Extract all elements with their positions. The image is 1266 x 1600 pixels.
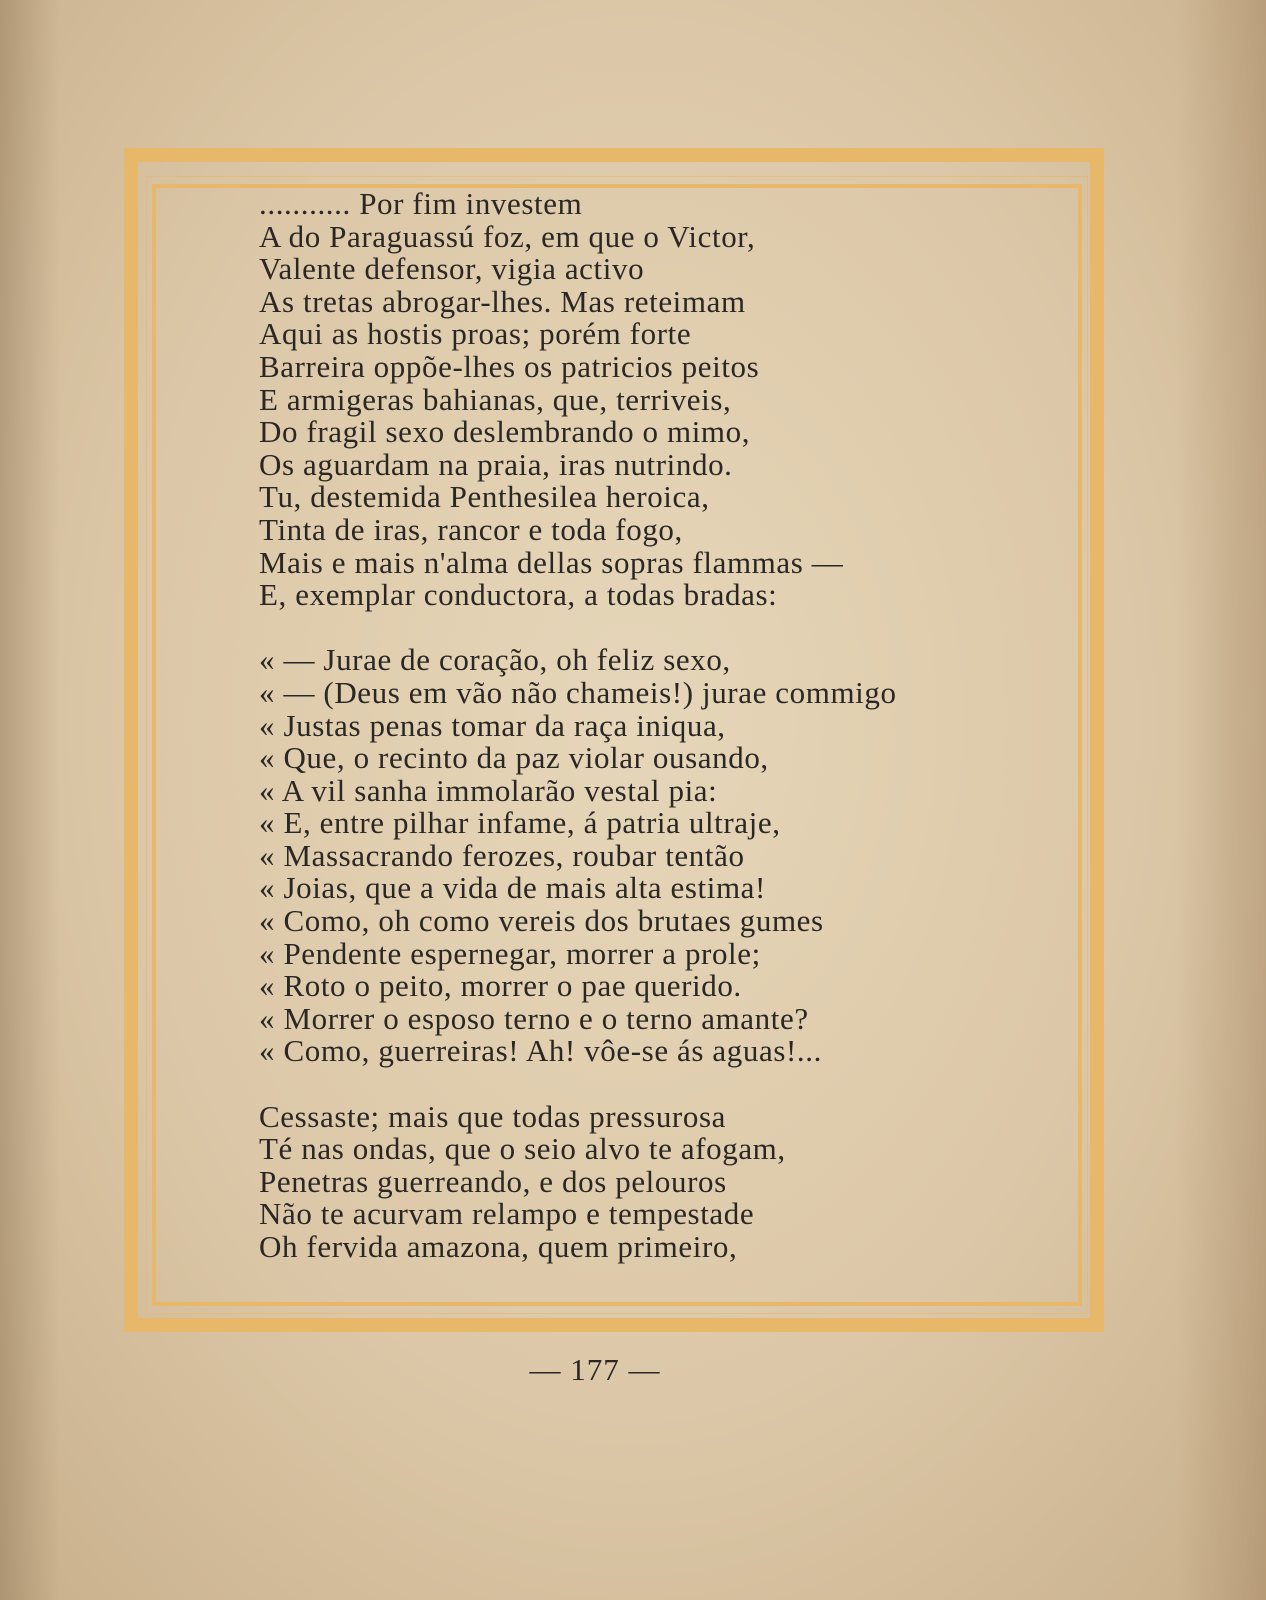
poem-line: ........... Por fim investem	[259, 186, 583, 221]
poem-line: Oh fervida amazona, quem primeiro,	[259, 1229, 738, 1264]
poem-line: Aqui as hostis proas; porém forte	[259, 316, 692, 352]
poem-line: A do Paraguassú foz, em que o Victor,	[259, 218, 756, 254]
poem-line: E armigeras bahianas, que, terriveis,	[259, 381, 732, 417]
poem-line: Té nas ondas, que o seio alvo te afogam,	[259, 1131, 786, 1167]
stanza-break	[259, 1068, 1019, 1101]
poem-line: « E, entre pilhar infame, á patria ultraje,	[259, 805, 781, 841]
stanza-break	[259, 612, 1019, 645]
poem-line: Barreira oppõe-lhes os patricios peitos	[259, 348, 760, 384]
poem-line: « Que, o recinto da paz violar ousando,	[259, 740, 769, 776]
poem-line: « Como, oh como vereis dos brutaes gumes	[259, 903, 824, 939]
poem-line: Mais e mais n'alma dellas sopras flammas —	[259, 544, 844, 580]
poem-line: « Morrer o esposo terno e o terno amante?	[259, 1000, 809, 1036]
stanza-1	[259, 188, 1019, 612]
poem-line: E, exemplar conductora, a todas bradas:	[259, 577, 778, 613]
poem-line: « Justas penas tomar da raça iniqua,	[259, 707, 726, 743]
page-number: — 177 —	[529, 1352, 661, 1387]
poem-line: Cessaste; mais que todas pressurosa	[259, 1098, 726, 1134]
poem-line: As tretas abrogar-lhes. Mas reteimam	[259, 283, 746, 319]
poem-line: « Como, guerreiras! Ah! vôe-se ás aguas!...	[259, 1033, 822, 1069]
poem-line: Valente defensor, vigia activo	[259, 251, 645, 287]
poem-line: Tinta de iras, rancor e toda fogo,	[259, 511, 683, 547]
poem-line: Penetras guerreando, e dos pelouros	[259, 1163, 727, 1199]
poem-line: « — Jurae de coração, oh feliz sexo,	[259, 642, 731, 678]
poem-line: « Pendente espernegar, morrer a prole;	[259, 935, 761, 971]
poem-line: « — (Deus em vão não chameis!) jurae commigo	[259, 674, 897, 710]
stanza-2	[259, 644, 1019, 1068]
poem-line: « A vil sanha immolarão vestal pia:	[259, 772, 718, 808]
poem-line: Tu, destemida Penthesilea heroica,	[259, 479, 710, 515]
poem-line: « Massacrando ferozes, roubar tentão	[259, 837, 745, 873]
poem-text	[259, 188, 1019, 1264]
poem-line: « Roto o peito, morrer o pae querido.	[259, 968, 742, 1004]
poem-line: Os aguardam na praia, iras nutrindo.	[259, 446, 733, 482]
poem-line: « Joias, que a vida de mais alta estima!	[259, 870, 766, 906]
stanza-3	[259, 1098, 1019, 1264]
poem-line: Do fragil sexo deslembrando o mimo,	[259, 414, 751, 450]
poem-line: Não te acurvam relampo e tempestade	[259, 1196, 755, 1232]
